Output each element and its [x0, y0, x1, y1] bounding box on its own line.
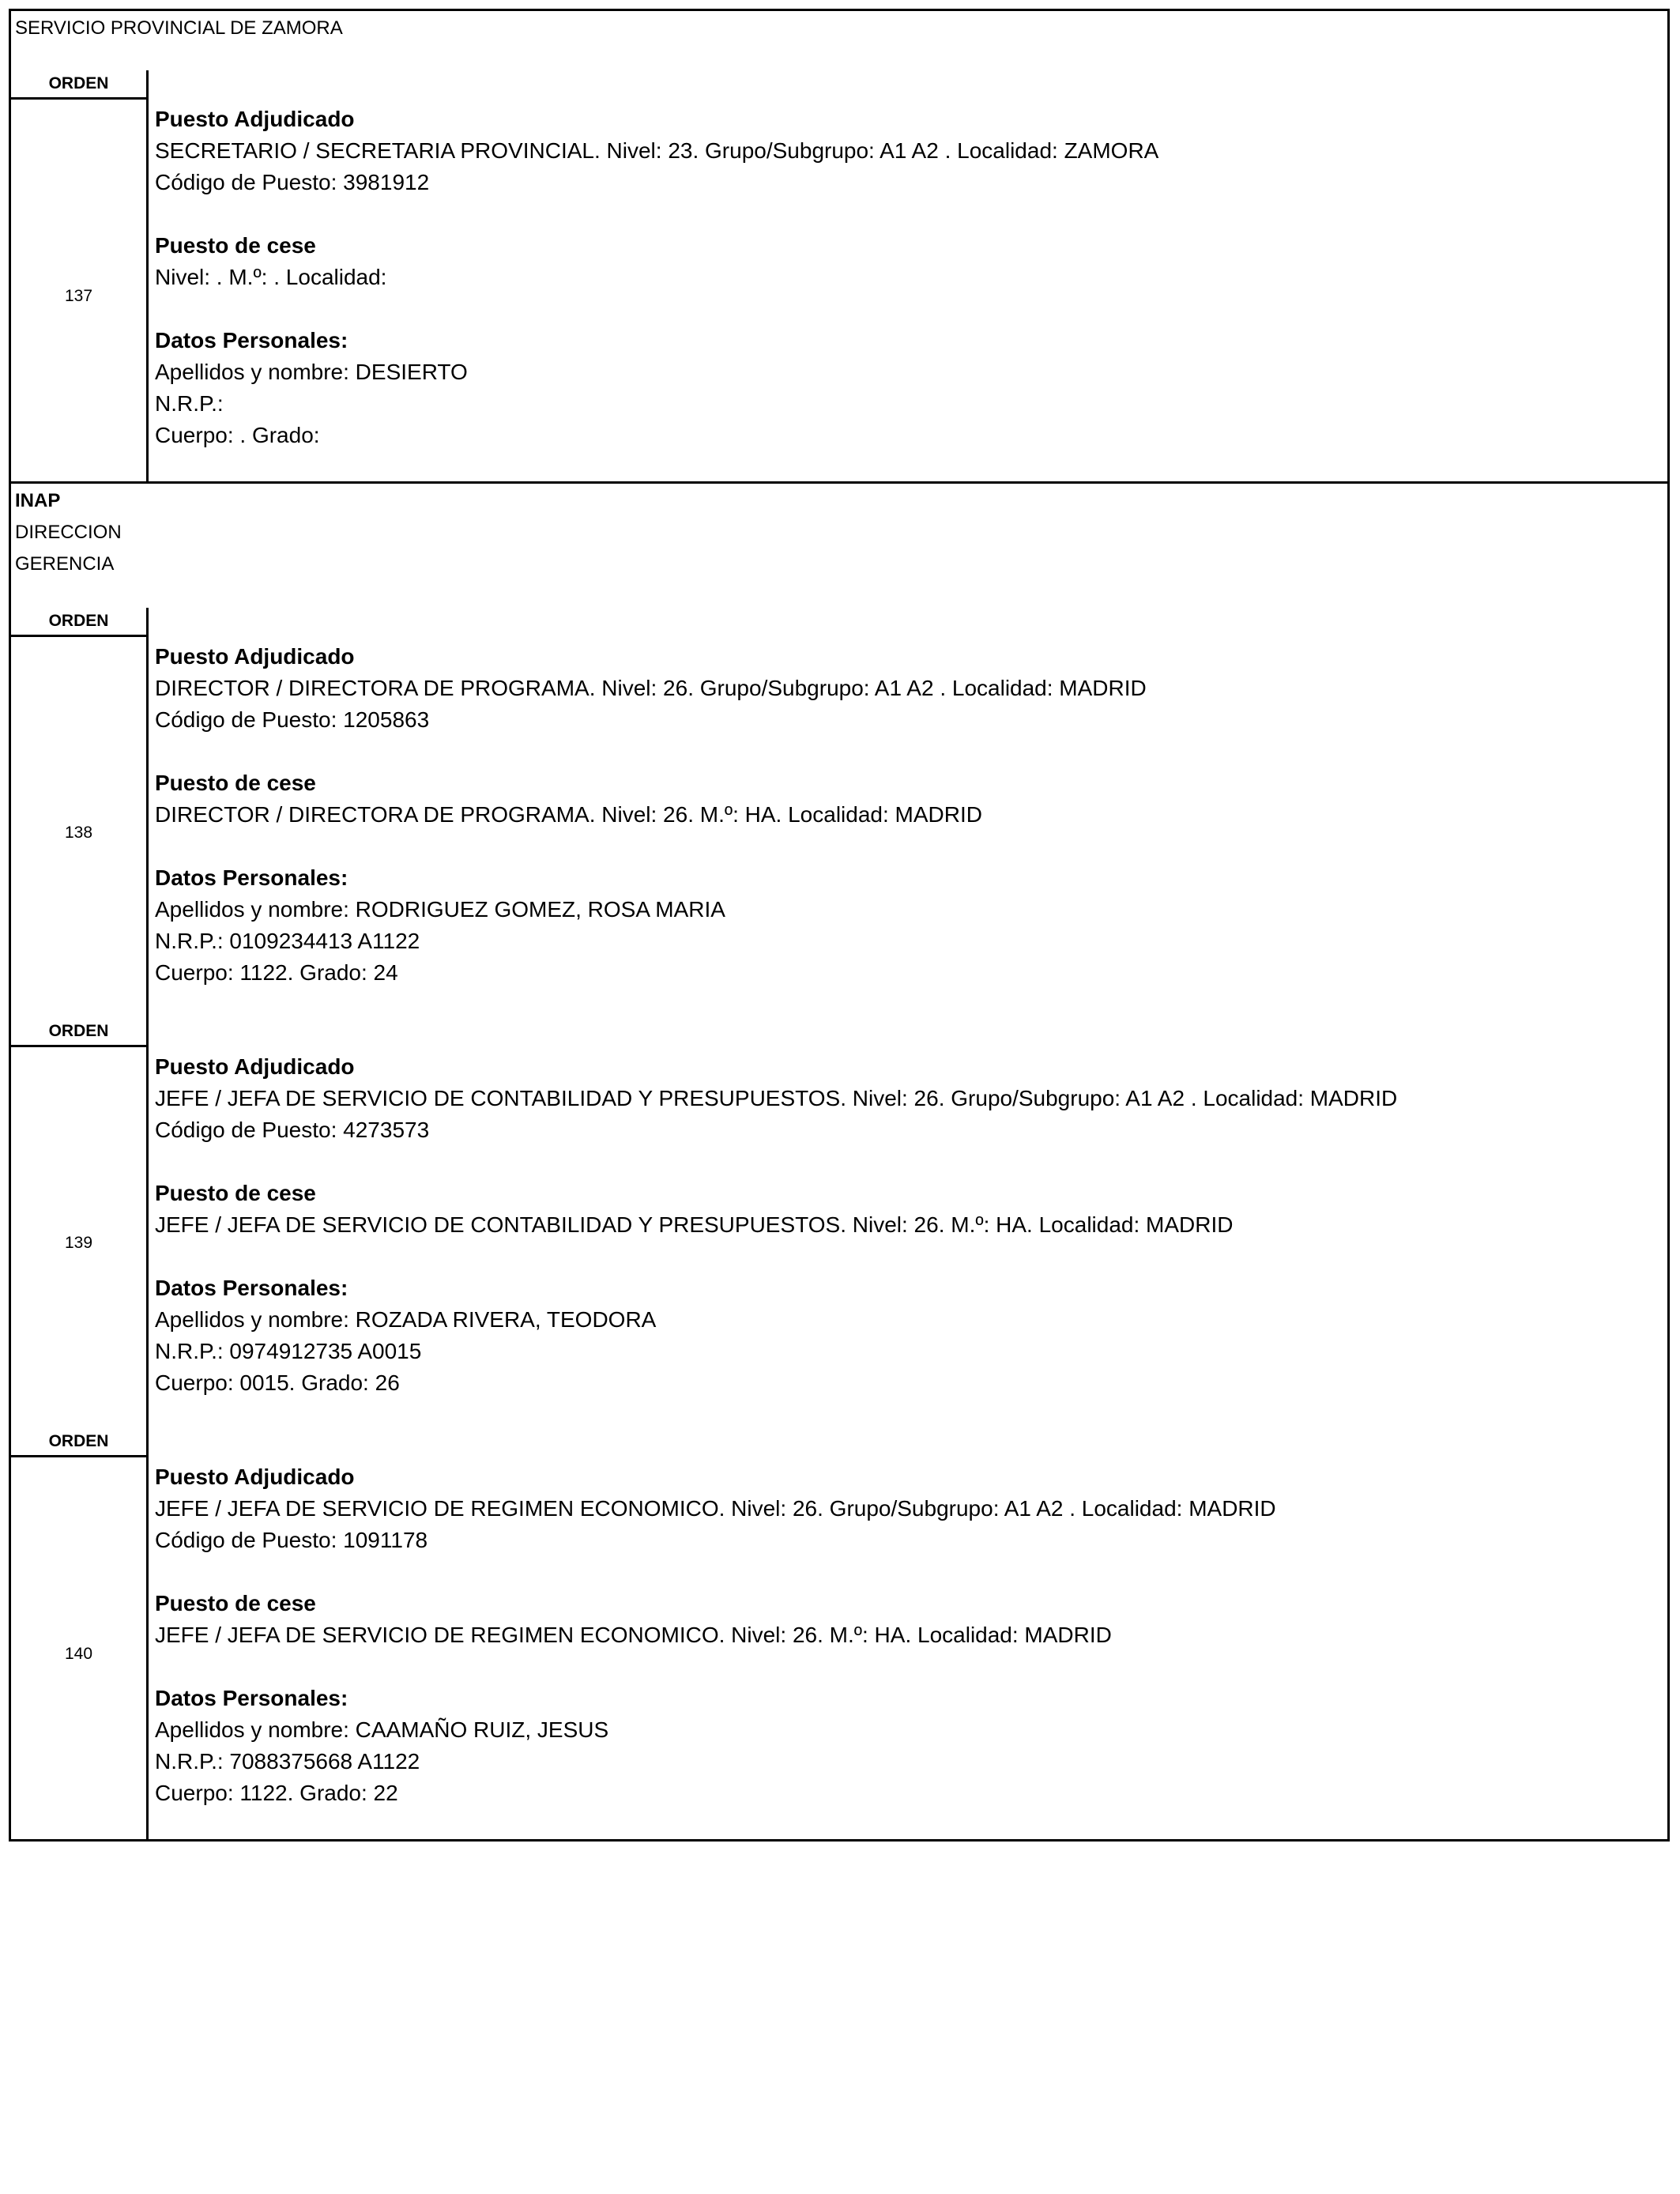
order-number: 140 [64, 1645, 93, 1663]
cese-title: Puesto de cese [155, 1591, 316, 1615]
order-label: ORDEN [11, 70, 146, 100]
order-label: ORDEN [11, 1428, 146, 1457]
adjudicado-line: SECRETARIO / SECRETARIA PROVINCIAL. Nivel: 23. Grupo/Subgrupo: A1 A2 . Localidad: ZAMORA [155, 138, 1159, 163]
apellidos-nombre: Apellidos y nombre: ROZADA RIVERA, TEODORA [155, 1307, 657, 1332]
cuerpo-grado: Cuerpo: 0015. Grado: 26 [155, 1370, 400, 1395]
entry-content [155, 1051, 1659, 1399]
nrp: N.R.P.: 0109234413 A1122 [155, 929, 420, 953]
entry-row [9, 70, 1670, 484]
nrp: N.R.P.: [155, 391, 224, 416]
cuerpo-grado: Cuerpo: 1122. Grado: 24 [155, 960, 398, 985]
entry-row [9, 1428, 1670, 1842]
entry-content [155, 104, 1659, 451]
cese-line: DIRECTOR / DIRECTORA DE PROGRAMA. Nivel: 26. M.º: HA. Localidad: MADRID [155, 802, 982, 827]
section-header-line: GERENCIA [15, 553, 115, 575]
cese-title: Puesto de cese [155, 771, 316, 795]
order-column [11, 608, 149, 1018]
adjudicado-line: JEFE / JEFA DE SERVICIO DE CONTABILIDAD Y PRESUPUESTOS. Nivel: 26. Grupo/Subgrupo: A1 A2 . Localidad: MADRID [155, 1086, 1398, 1110]
personales-title: Datos Personales: [155, 1686, 348, 1710]
order-column [11, 1428, 149, 1839]
adjudicado-line: JEFE / JEFA DE SERVICIO DE REGIMEN ECONOMICO. Nivel: 26. Grupo/Subgrupo: A1 A2 . Localidad: MADRID [155, 1496, 1276, 1521]
adjudicado-title: Puesto Adjudicado [155, 644, 355, 669]
cuerpo-grado: Cuerpo: 1122. Grado: 22 [155, 1781, 398, 1805]
section-header [9, 481, 1670, 610]
adjudicado-title: Puesto Adjudicado [155, 1054, 355, 1079]
cese-line: JEFE / JEFA DE SERVICIO DE CONTABILIDAD Y PRESUPUESTOS. Nivel: 26. M.º: HA. Localidad: MADRID [155, 1212, 1234, 1237]
entry-content [155, 1461, 1659, 1809]
apellidos-nombre: Apellidos y nombre: RODRIGUEZ GOMEZ, ROSA MARIA [155, 897, 725, 922]
personales-title: Datos Personales: [155, 328, 348, 352]
order-number: 138 [64, 824, 93, 843]
order-number: 137 [64, 287, 93, 305]
section-header-line: INAP [15, 490, 61, 511]
order-column [11, 70, 149, 481]
entry-content [155, 641, 1659, 989]
codigo-puesto: Código de Puesto: 1091178 [155, 1528, 428, 1552]
adjudicado-title: Puesto Adjudicado [155, 107, 355, 131]
cese-title: Puesto de cese [155, 1181, 316, 1205]
order-column [11, 1018, 149, 1428]
cese-line: JEFE / JEFA DE SERVICIO DE REGIMEN ECONOMICO. Nivel: 26. M.º: HA. Localidad: MADRID [155, 1623, 1112, 1647]
cese-line: Nivel: . M.º: . Localidad: [155, 265, 387, 289]
codigo-puesto: Código de Puesto: 1205863 [155, 707, 430, 732]
apellidos-nombre: Apellidos y nombre: CAAMAÑO RUIZ, JESUS [155, 1717, 609, 1742]
adjudicado-title: Puesto Adjudicado [155, 1465, 355, 1489]
adjudicado-line: DIRECTOR / DIRECTORA DE PROGRAMA. Nivel: 26. Grupo/Subgrupo: A1 A2 . Localidad: MADRID [155, 676, 1147, 700]
nrp: N.R.P.: 0974912735 A0015 [155, 1339, 422, 1363]
section-header [9, 9, 1670, 73]
entry-row [9, 1018, 1670, 1431]
section-header-line: DIRECCION [15, 522, 122, 543]
personales-title: Datos Personales: [155, 865, 348, 890]
order-number: 139 [64, 1234, 93, 1253]
order-label: ORDEN [11, 1018, 146, 1047]
codigo-puesto: Código de Puesto: 3981912 [155, 170, 430, 194]
order-label: ORDEN [11, 608, 146, 637]
cese-title: Puesto de cese [155, 233, 316, 258]
entry-row [9, 608, 1670, 1020]
personales-title: Datos Personales: [155, 1276, 348, 1300]
apellidos-nombre: Apellidos y nombre: DESIERTO [155, 360, 468, 384]
cuerpo-grado: Cuerpo: . Grado: [155, 423, 320, 447]
codigo-puesto: Código de Puesto: 4273573 [155, 1118, 430, 1142]
nrp: N.R.P.: 7088375668 A1122 [155, 1749, 420, 1774]
section-header-line: SERVICIO PROVINCIAL DE ZAMORA [15, 17, 343, 39]
